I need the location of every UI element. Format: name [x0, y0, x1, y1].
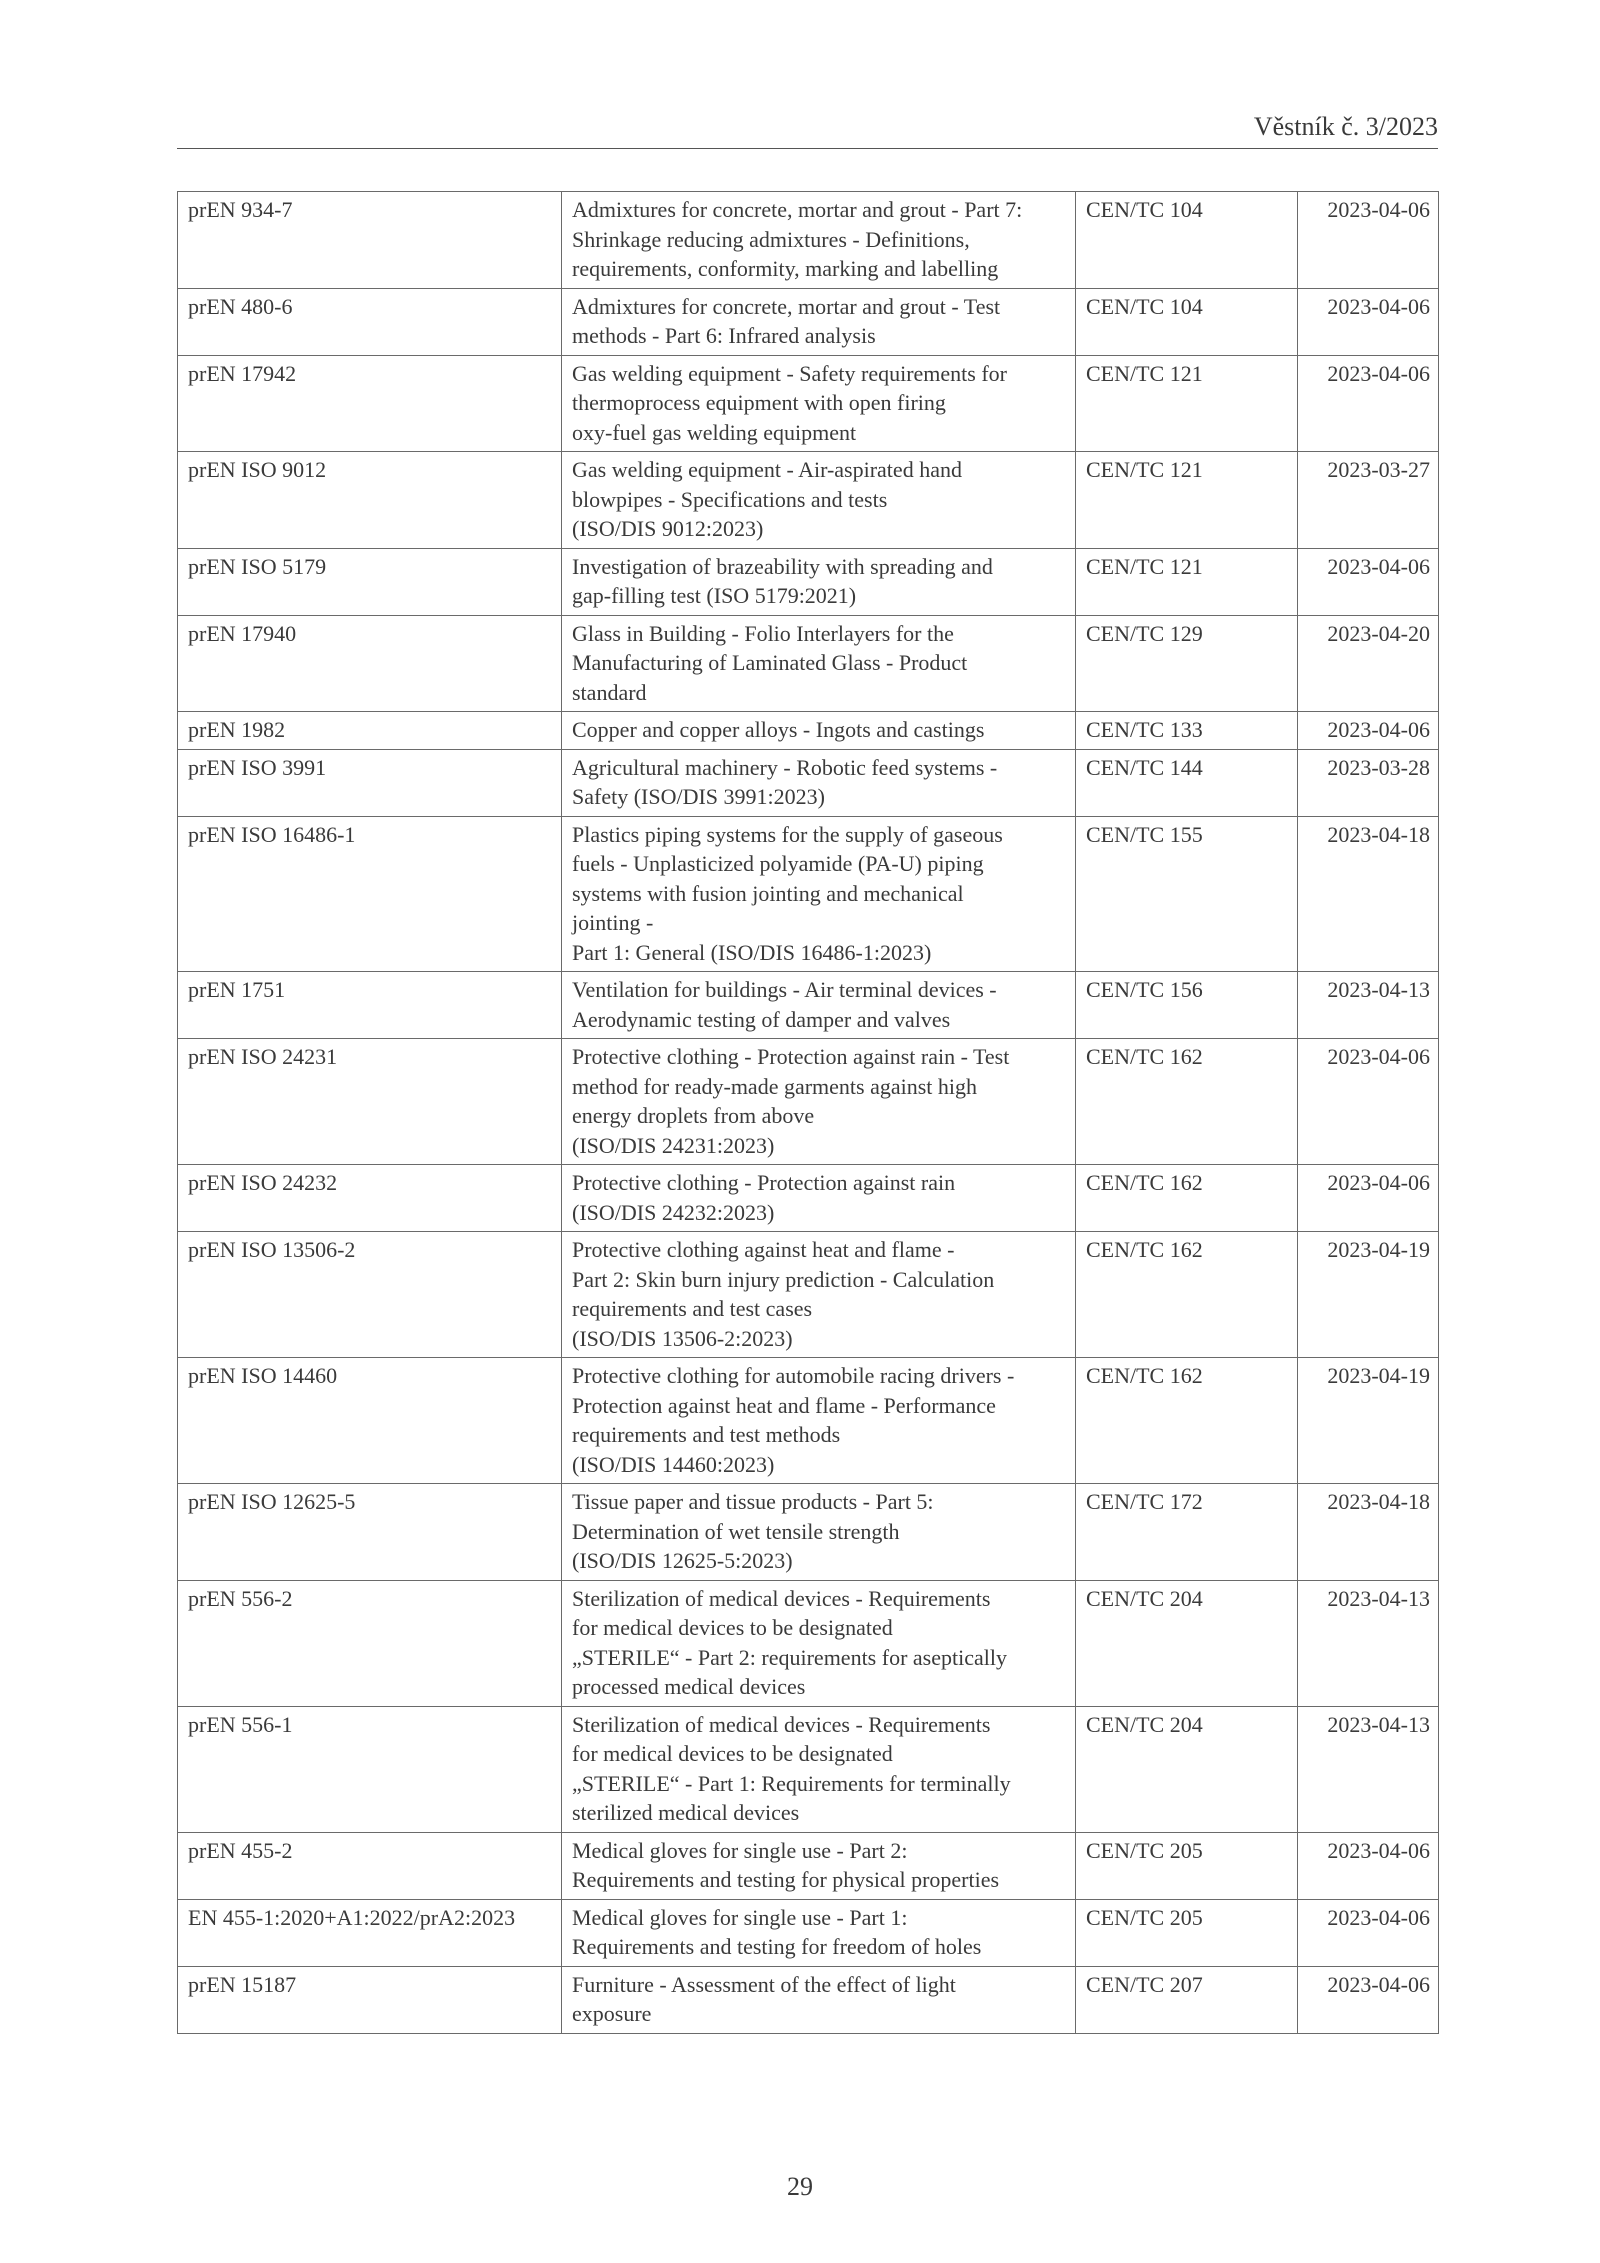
deadline-date: 2023-04-13 [1298, 1580, 1439, 1706]
deadline-date: 2023-04-18 [1298, 1484, 1439, 1581]
standard-title-line: „STERILE“ - Part 2: requirements for aseptically [572, 1644, 1007, 1670]
standards-table [177, 191, 1439, 2034]
standard-title-line: Safety (ISO/DIS 3991:2023) [572, 784, 825, 809]
standard-title [562, 615, 1076, 712]
table-row [178, 1232, 1439, 1358]
standard-title-line: Medical gloves for single use - Part 1: [572, 1904, 908, 1930]
standard-title [562, 1039, 1076, 1165]
deadline-date: 2023-04-20 [1298, 615, 1439, 712]
standard-code: EN 455-1:2020+A1:2022/prA2:2023 [178, 1899, 562, 1966]
standard-title-line: requirements, conformity, marking and labelling [572, 256, 999, 281]
table-row [178, 816, 1439, 972]
technical-committee: CEN/TC 205 [1076, 1899, 1298, 1966]
standard-title-line: Protective clothing - Protection against rain - Test [572, 1044, 1010, 1069]
standard-title-line: Protective clothing against heat and flame - [572, 1237, 955, 1262]
standard-code: prEN ISO 5179 [178, 548, 562, 615]
standard-title-line: (ISO/DIS 12625-5:2023) [572, 1548, 793, 1573]
table-row [178, 1832, 1439, 1899]
standard-code: prEN ISO 16486-1 [178, 816, 562, 972]
technical-committee: CEN/TC 144 [1076, 749, 1298, 816]
technical-committee: CEN/TC 129 [1076, 615, 1298, 712]
standard-title-line: methods - Part 6: Infrared analysis [572, 323, 876, 348]
table-row [178, 615, 1439, 712]
standard-code: prEN 455-2 [178, 1832, 562, 1899]
standard-title-line: Aerodynamic testing of damper and valves [572, 1006, 951, 1032]
standard-title [562, 749, 1076, 816]
table-row [178, 288, 1439, 355]
table-row [178, 1039, 1439, 1165]
standard-title-line: Determination of wet tensile strength [572, 1518, 900, 1544]
standard-title-line: fuels - Unplasticized polyamide (PA-U) piping [572, 851, 984, 876]
standard-title-line: energy droplets from above [572, 1103, 815, 1128]
standard-title-line: Gas welding equipment - Air-aspirated hand [572, 457, 962, 482]
standard-code: prEN 556-2 [178, 1580, 562, 1706]
standard-title-line: Tissue paper and tissue products - Part 5: [572, 1489, 934, 1514]
standards-table-body [178, 192, 1439, 2034]
technical-committee: CEN/TC 205 [1076, 1832, 1298, 1899]
journal-title: Věstník č. 3/2023 [1253, 112, 1438, 141]
deadline-date: 2023-04-06 [1298, 712, 1439, 750]
standard-code: prEN ISO 24231 [178, 1039, 562, 1165]
technical-committee: CEN/TC 155 [1076, 816, 1298, 972]
standard-title [562, 192, 1076, 289]
standard-title-line: sterilized medical devices [572, 1800, 800, 1825]
page-header [177, 110, 1438, 149]
standard-title-line: Ventilation for buildings - Air terminal devices - [572, 977, 997, 1002]
standard-title-line: requirements and test methods [572, 1422, 841, 1447]
table-row [178, 972, 1439, 1039]
page-number: 29 [787, 2172, 813, 2201]
standard-title-line: (ISO/DIS 9012:2023) [572, 516, 764, 541]
deadline-date: 2023-04-06 [1298, 1039, 1439, 1165]
standard-title-line: Medical gloves for single use - Part 2: [572, 1837, 908, 1863]
standard-title-line: (ISO/DIS 13506-2:2023) [572, 1325, 793, 1351]
deadline-date: 2023-04-19 [1298, 1358, 1439, 1484]
technical-committee: CEN/TC 204 [1076, 1706, 1298, 1832]
standard-title-line: oxy-fuel gas welding equipment [572, 419, 857, 445]
standard-title-line: blowpipes - Specifications and tests [572, 486, 888, 512]
standard-code: prEN ISO 9012 [178, 452, 562, 549]
technical-committee: CEN/TC 162 [1076, 1165, 1298, 1232]
deadline-date: 2023-04-13 [1298, 972, 1439, 1039]
standard-code: prEN 17942 [178, 355, 562, 452]
standard-title-line: systems with fusion jointing and mechanical [572, 880, 964, 906]
deadline-date: 2023-03-27 [1298, 452, 1439, 549]
standard-title-line: Admixtures for concrete, mortar and grout - Test [572, 293, 1001, 319]
standard-title [562, 1358, 1076, 1484]
standard-title [562, 1484, 1076, 1581]
standard-code: prEN 934-7 [178, 192, 562, 289]
standard-title-line: thermoprocess equipment with open firing [572, 390, 946, 415]
table-row [178, 355, 1439, 452]
standard-title [562, 1966, 1076, 2033]
standard-title [562, 355, 1076, 452]
table-row [178, 1165, 1439, 1232]
standard-title-line: processed medical devices [572, 1674, 806, 1699]
deadline-date: 2023-04-13 [1298, 1706, 1439, 1832]
standard-code: prEN ISO 24232 [178, 1165, 562, 1232]
standard-title-line: Part 1: General (ISO/DIS 16486-1:2023) [572, 939, 932, 965]
table-row [178, 712, 1439, 750]
standard-title-line: Manufacturing of Laminated Glass - Product [572, 650, 968, 675]
technical-committee: CEN/TC 162 [1076, 1232, 1298, 1358]
standard-title [562, 1232, 1076, 1358]
standard-title-line: Requirements and testing for physical properties [572, 1867, 1000, 1892]
standard-title [562, 548, 1076, 615]
technical-committee: CEN/TC 121 [1076, 452, 1298, 549]
standard-title [562, 816, 1076, 972]
standard-title-line: Protection against heat and flame - Performance [572, 1392, 996, 1418]
technical-committee: CEN/TC 121 [1076, 548, 1298, 615]
deadline-date: 2023-04-06 [1298, 355, 1439, 452]
technical-committee: CEN/TC 133 [1076, 712, 1298, 750]
standard-title-line: „STERILE“ - Part 1: Requirements for terminally [572, 1770, 1011, 1796]
table-row [178, 1580, 1439, 1706]
technical-committee: CEN/TC 156 [1076, 972, 1298, 1039]
deadline-date: 2023-04-06 [1298, 1832, 1439, 1899]
table-row [178, 548, 1439, 615]
technical-committee: CEN/TC 172 [1076, 1484, 1298, 1581]
table-row [178, 1899, 1439, 1966]
deadline-date: 2023-04-06 [1298, 548, 1439, 615]
standard-title-line: Protective clothing - Protection against rain [572, 1170, 956, 1195]
standard-title [562, 1165, 1076, 1232]
table-row [178, 452, 1439, 549]
standard-code: prEN 1751 [178, 972, 562, 1039]
standard-code: prEN ISO 14460 [178, 1358, 562, 1484]
standard-title [562, 1706, 1076, 1832]
standard-code: prEN 17940 [178, 615, 562, 712]
standard-code: prEN ISO 12625-5 [178, 1484, 562, 1581]
standard-code: prEN ISO 13506-2 [178, 1232, 562, 1358]
standard-code: prEN ISO 3991 [178, 749, 562, 816]
standard-title-line: Requirements and testing for freedom of holes [572, 1934, 982, 1959]
deadline-date: 2023-04-06 [1298, 1165, 1439, 1232]
deadline-date: 2023-04-06 [1298, 1899, 1439, 1966]
standard-title-line: Protective clothing for automobile racing drivers - [572, 1363, 1015, 1388]
technical-committee: CEN/TC 104 [1076, 288, 1298, 355]
table-row [178, 1484, 1439, 1581]
standard-title [562, 452, 1076, 549]
table-row [178, 1966, 1439, 2033]
table-row [178, 749, 1439, 816]
standard-title-line: Sterilization of medical devices - Requirements [572, 1585, 991, 1611]
table-row [178, 1706, 1439, 1832]
standard-title-line: (ISO/DIS 14460:2023) [572, 1451, 775, 1477]
standard-title-line: Investigation of brazeability with spreading and [572, 553, 993, 579]
standard-title [562, 288, 1076, 355]
standard-title-line: Glass in Building - Folio Interlayers for the [572, 620, 954, 646]
deadline-date: 2023-04-19 [1298, 1232, 1439, 1358]
standard-title-line: Copper and copper alloys - Ingots and castings [572, 717, 985, 742]
standard-title-line: Plastics piping systems for the supply of gaseous [572, 821, 1003, 847]
standard-title-line: for medical devices to be designated [572, 1615, 893, 1640]
standard-title-line: Sterilization of medical devices - Requirements [572, 1711, 991, 1737]
deadline-date: 2023-04-06 [1298, 192, 1439, 289]
standard-title-line: gap-filling test (ISO 5179:2021) [572, 583, 857, 608]
deadline-date: 2023-04-06 [1298, 1966, 1439, 2033]
technical-committee: CEN/TC 204 [1076, 1580, 1298, 1706]
standard-title [562, 712, 1076, 750]
standard-title-line: (ISO/DIS 24232:2023) [572, 1199, 775, 1225]
deadline-date: 2023-04-06 [1298, 288, 1439, 355]
standard-title [562, 1899, 1076, 1966]
standard-title-line: Furniture - Assessment of the effect of light [572, 1971, 956, 1997]
table-row [178, 1358, 1439, 1484]
technical-committee: CEN/TC 162 [1076, 1358, 1298, 1484]
standard-title-line: Part 2: Skin burn injury prediction - Calculation [572, 1266, 995, 1292]
standard-title-line: jointing - [572, 910, 654, 935]
standard-title-line: exposure [572, 2001, 652, 2026]
standard-title-line: Gas welding equipment - Safety requirements for [572, 360, 1007, 386]
technical-committee: CEN/TC 121 [1076, 355, 1298, 452]
standard-title-line: Shrinkage reducing admixtures - Definitions, [572, 226, 970, 252]
standard-title-line: standard [572, 679, 647, 705]
standard-code: prEN 480-6 [178, 288, 562, 355]
standard-code: prEN 556-1 [178, 1706, 562, 1832]
technical-committee: CEN/TC 162 [1076, 1039, 1298, 1165]
standard-title [562, 972, 1076, 1039]
standard-title [562, 1580, 1076, 1706]
standard-title-line: Agricultural machinery - Robotic feed systems - [572, 754, 998, 780]
standard-title-line: requirements and test cases [572, 1296, 813, 1321]
standard-code: prEN 1982 [178, 712, 562, 750]
standard-title-line: (ISO/DIS 24231:2023) [572, 1132, 775, 1158]
deadline-date: 2023-03-28 [1298, 749, 1439, 816]
standard-title-line: method for ready-made garments against high [572, 1073, 978, 1099]
table-row [178, 192, 1439, 289]
technical-committee: CEN/TC 207 [1076, 1966, 1298, 2033]
deadline-date: 2023-04-18 [1298, 816, 1439, 972]
standard-title-line: for medical devices to be designated [572, 1741, 893, 1766]
standard-code: prEN 15187 [178, 1966, 562, 2033]
technical-committee: CEN/TC 104 [1076, 192, 1298, 289]
standard-title [562, 1832, 1076, 1899]
standard-title-line: Admixtures for concrete, mortar and grout - Part 7: [572, 197, 1023, 222]
